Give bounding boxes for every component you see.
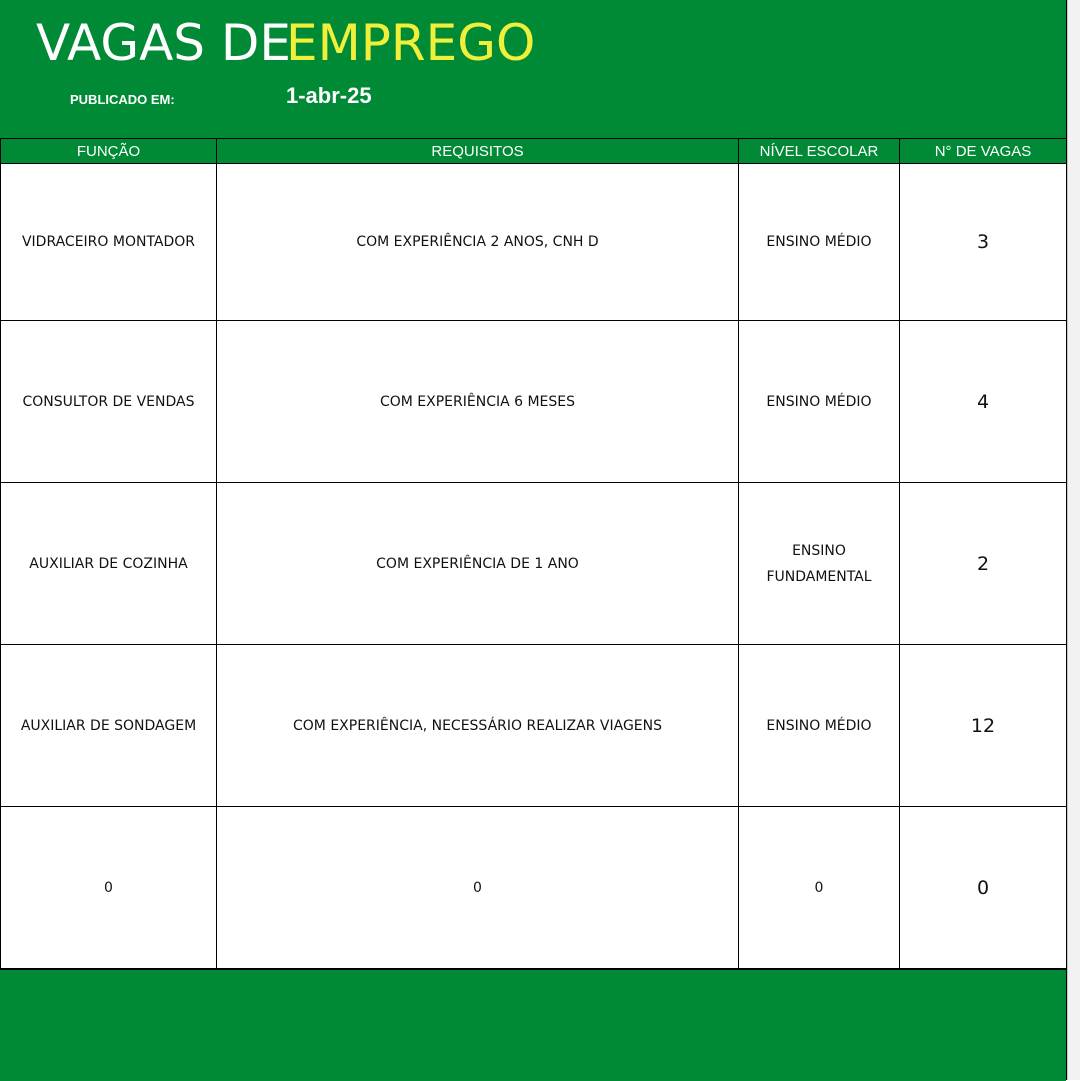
- column-header-funcao: FUNÇÃO: [1, 139, 217, 164]
- column-header-nivel-escolar: NÍVEL ESCOLAR: [739, 139, 900, 164]
- cell-nivel-escolar: ENSINO FUNDAMENTAL: [739, 483, 900, 645]
- cell-nivel-escolar: ENSINO MÉDIO: [739, 164, 900, 321]
- jobs-table: [0, 138, 1067, 969]
- cell-requisitos: COM EXPERIÊNCIA 6 MESES: [217, 321, 739, 483]
- cell-n-vagas: 12: [900, 645, 1067, 807]
- column-header-n-vagas: N° DE VAGAS: [900, 139, 1067, 164]
- cell-n-vagas: 4: [900, 321, 1067, 483]
- cell-funcao: VIDRACEIRO MONTADOR: [1, 164, 217, 321]
- cell-n-vagas: 0: [900, 807, 1067, 969]
- cell-nivel-escolar: ENSINO MÉDIO: [739, 645, 900, 807]
- title-emprego: EMPREGO: [286, 14, 536, 72]
- table-row: [1, 483, 1067, 645]
- cell-requisitos: COM EXPERIÊNCIA 2 ANOS, CNH D: [217, 164, 739, 321]
- header-banner: [0, 0, 1066, 139]
- column-header-requisitos: REQUISITOS: [217, 139, 739, 164]
- cell-requisitos: COM EXPERIÊNCIA, NECESSÁRIO REALIZAR VIAGENS: [217, 645, 739, 807]
- published-label: PUBLICADO EM:: [70, 92, 175, 107]
- window-edge: [1067, 0, 1080, 1080]
- cell-requisitos: 0: [217, 807, 739, 969]
- cell-n-vagas: 2: [900, 483, 1067, 645]
- cell-funcao: AUXILIAR DE COZINHA: [1, 483, 217, 645]
- table-row: [1, 645, 1067, 807]
- published-date: 1-abr-25: [286, 83, 372, 108]
- cell-funcao: AUXILIAR DE SONDAGEM: [1, 645, 217, 807]
- table-row: [1, 807, 1067, 969]
- cell-funcao: CONSULTOR DE VENDAS: [1, 321, 217, 483]
- cell-nivel-escolar: 0: [739, 807, 900, 969]
- cell-requisitos: COM EXPERIÊNCIA DE 1 ANO: [217, 483, 739, 645]
- title-vagas-de: VAGAS DE: [36, 14, 292, 72]
- table-row: [1, 321, 1067, 483]
- footer-banner: [0, 969, 1066, 1081]
- table-header-row: [1, 139, 1067, 164]
- cell-funcao: 0: [1, 807, 217, 969]
- table-row: [1, 164, 1067, 321]
- cell-n-vagas: 3: [900, 164, 1067, 321]
- cell-nivel-escolar: ENSINO MÉDIO: [739, 321, 900, 483]
